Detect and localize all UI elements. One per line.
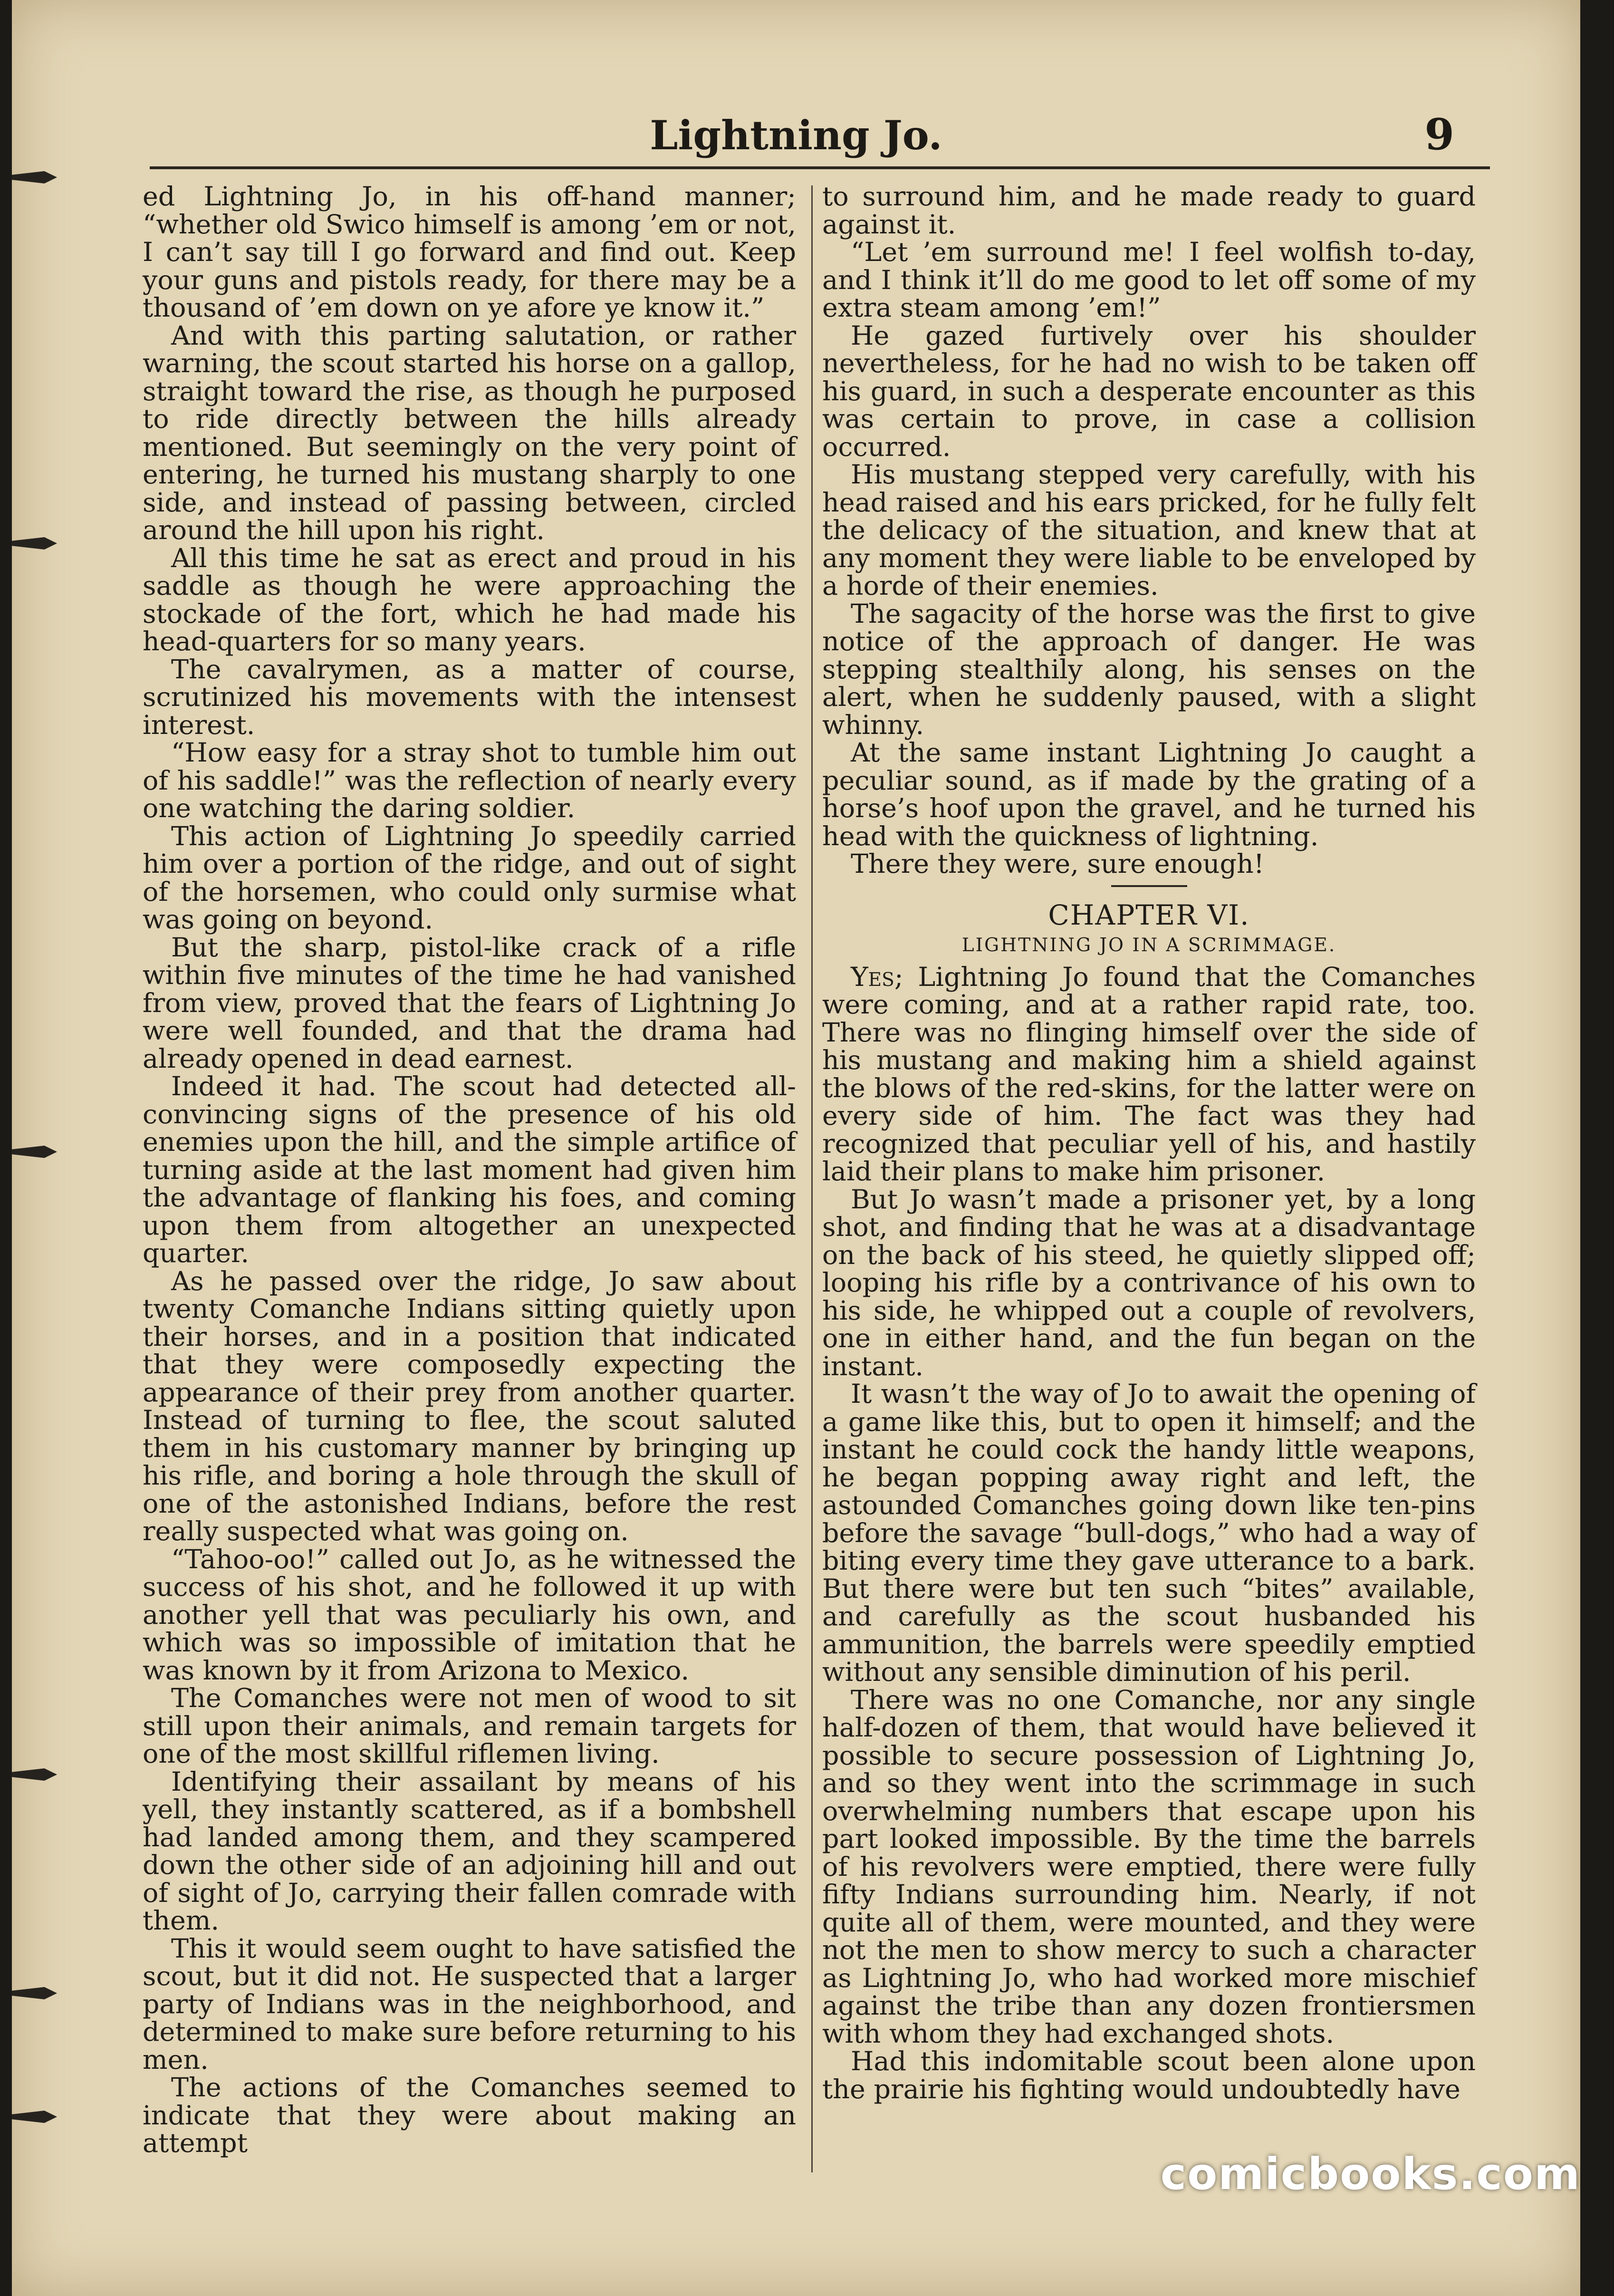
- binding-stitch: [12, 1146, 57, 1158]
- paragraph-text: The actions of the Comanches seemed to indicate that they were about making an attempt: [143, 2072, 796, 2159]
- paragraph: [822, 1380, 1476, 1687]
- chapter-title: LIGHTNING JO IN A SCRIMMAGE.: [961, 935, 1336, 956]
- header-rule: [150, 166, 1490, 169]
- paragraph-text: All this time he sat as erect and proud in his saddle as though he were approaching the stockade of the fort, which he had made his head-quarters for so many years.: [143, 542, 796, 657]
- binding-stitch: [12, 2111, 57, 2123]
- right-column-bottom: [822, 961, 1476, 2105]
- scanned-page: [12, 0, 1580, 2296]
- binding-stitch: [12, 537, 57, 550]
- right-column-top: [822, 183, 1476, 878]
- chapter-rule: [1111, 885, 1187, 887]
- paragraph-text: It wasn’t the way of Jo to await the opening of a game like this, but to open it himself; and the instant he could cock the handy little weapons, he began popping away right and left, the astounded Comanches going down like ten-pins before the savage “bull-dogs,” who had a way of biting every time they gave utterance to a bark. But there were but ten such “bites” available, and carefully as the scout husbanded his ammunition, the barrels were speedily emptied without any sensible diminution of his peril.: [822, 1379, 1476, 1688]
- paragraph: [822, 739, 1476, 850]
- paragraph-text: This it would seem ought to have satisfied the scout, but it did not. He suspected that a larger party of Indians was in the neighborhood, and determined to make sure before returning to his men.: [143, 1933, 796, 2075]
- page-header: [12, 107, 1580, 164]
- paragraph: [822, 1684, 1476, 2049]
- paragraph-text: Had this indomitable scout been alone upon the prairie his fighting would undoubtedly have: [822, 2046, 1476, 2105]
- paragraph-text: There was no one Comanche, nor any single half-dozen of them, that would have believed it possible to secure possession of Lightning Jo, and so they went into the scrimmage in such overwhelming numbers that escape upon his part looked impossible. By the time the barrels of his revolvers were emptied, there were fully fifty Indians surrounding him. Nearly, if not quite all of them, were mounted, and they were not the men to show mercy to such a character as Lightning Jo, who had worked more mischief against the tribe than any dozen frontiersmen with whom they had exchanged shots.: [822, 1684, 1476, 2049]
- paragraph-text: to surround him, and he made ready to guard against it.: [822, 181, 1476, 240]
- left-column: [143, 183, 796, 2158]
- paragraph: [822, 600, 1476, 740]
- paragraph-text: There they were, sure enough!: [851, 849, 1265, 879]
- paragraph: [822, 1186, 1476, 1381]
- paragraph: [143, 1768, 796, 1935]
- paragraph-text: As he passed over the ridge, Jo saw about twenty Comanche Indians sitting quietly upon their horses, and in a position that indicated that they were composedly expecting the appearance of their prey from another quarter. Instead of turning to flee, the scout saluted them in his customary manner by bringing up his rifle, and boring a hole through the skull of one of the astonished Indians, before the rest really suspected what was going on.: [143, 1265, 796, 1547]
- paragraph-text: He gazed furtively over his shoulder nevertheless, for he had no wish to be taken off his guard, in such a desperate encounter as this was certain to prove, in case a collision occurred.: [822, 320, 1476, 463]
- paragraph: [822, 850, 1476, 878]
- paragraph: [822, 239, 1476, 322]
- right-column: [822, 183, 1476, 2103]
- paragraph-text: “How easy for a stray shot to tumble him out of his saddle!” was the reflection of nearly every one watching the daring soldier.: [143, 737, 796, 824]
- paragraph-text: Identifying their assailant by means of his yell, they instantly scattered, as if a bombshell had landed among them, and they scampered down the other side of an adjoining hill and out of sight of Jo, carrying their fallen comrade with them.: [143, 1766, 796, 1936]
- paragraph-lead-word: Yes: [851, 961, 894, 993]
- paragraph-text: ed Lightning Jo, in his off-hand manner; “whether old Swico himself is among ’em or not, I can’t say till I go forward and find out. Keep your guns and pistols ready, for there may be a thousand of ’em down on ye afore ye know it.”: [143, 181, 796, 323]
- binding-stitch: [12, 1987, 57, 1999]
- paragraph: [822, 961, 1476, 1187]
- paragraph: [822, 183, 1476, 239]
- paragraph: [143, 1265, 796, 1547]
- binding-stitch: [12, 1768, 57, 1781]
- paragraph: [143, 2074, 796, 2158]
- binding-stitch: [12, 171, 57, 183]
- paragraph: [143, 1073, 796, 1268]
- paragraph-text: “Tahoo-oo!” called out Jo, as he witnessed the success of his shot, and he followed it up with another yell that was peculiarly his own, and which was so impossible of imitation that he was known by it from Arizona to Mexico.: [143, 1544, 796, 1686]
- paragraph: [822, 461, 1476, 600]
- paragraph: [143, 1546, 796, 1685]
- paragraph: [143, 820, 796, 935]
- paragraph-text: His mustang stepped very carefully, with his head raised and his ears pricked, for he fully felt the delicacy of the situation, and knew that at any moment they were liable to be enveloped by a horde of their enemies.: [822, 459, 1476, 601]
- paragraph-text: The Comanches were not men of wood to sit still upon their animals, and remain targets for one of the most skillful riflemen living.: [143, 1683, 796, 1769]
- paragraph-text: “Let ’em surround me! I feel wolfish to-day, and I think it’ll do me good to let off some of my extra steam among ’em!”: [822, 237, 1476, 323]
- paragraph-text: The cavalrymen, as a matter of course, scrutinized his movements with the intensest interest.: [143, 654, 796, 741]
- paragraph: [822, 2048, 1476, 2103]
- paragraph-text: And with this parting salutation, or rather warning, the scout started his horse on a gallop, straight toward the rise, as though he purposed to ride directly between the hills already mentioned. But seemingly on the very point of entering, he turned his mustang sharply to one side, and instead of passing between, circled around the hill upon his right.: [143, 320, 796, 546]
- paragraph: [143, 739, 796, 823]
- paragraph: [143, 656, 796, 740]
- paragraph: [143, 934, 796, 1073]
- paragraph-text: The sagacity of the horse was the first to give notice of the approach of danger. He was stepping stealthily along, his senses on the alert, when he suddenly paused, with a slight whinny.: [822, 598, 1476, 741]
- paragraph-text: Indeed it had. The scout had detected all-convincing signs of the presence of his old enemies upon the hill, and the simple artifice of turning aside at the last moment had given him the advantage of flanking his foes, and coming upon them from altogether an unexpected quarter.: [143, 1071, 796, 1269]
- watermark-text: comicbooks.com: [1160, 2149, 1581, 2200]
- paragraph-text: But Jo wasn’t made a prisoner yet, by a long shot, and finding that he was at a disadvantage on the back of his steed, he quietly slipped off; looping his rifle by a contrivance of his own to his side, he whipped out a couple of revolvers, one in either hand, and the fun began on the instant.: [822, 1184, 1476, 1382]
- page-number: 9: [1424, 109, 1454, 160]
- running-head: Lightning Jo.: [650, 112, 942, 159]
- paragraph: [143, 1685, 796, 1768]
- chapter-heading: CHAPTER VI.: [1048, 898, 1250, 931]
- paragraph: [143, 542, 796, 657]
- paragraph-text: But the sharp, pistol-like crack of a rifle within five minutes of the time he had vanished from view, proved that the fears of Lightning Jo were well founded, and that the drama had already opened in dead earnest.: [143, 932, 796, 1074]
- paragraph-text: At the same instant Lightning Jo caught a peculiar sound, as if made by the grating of a horse’s hoof upon the gravel, and he turned his head with the quickness of lightning.: [822, 737, 1476, 852]
- paragraph: [143, 1935, 796, 2074]
- paragraph: [143, 322, 796, 545]
- paragraph: [143, 183, 796, 322]
- paragraph-text: This action of Lightning Jo speedily carried him over a portion of the ridge, and out of sight of the horsemen, who could only surmise what was going on beyond.: [143, 820, 796, 935]
- paragraph: [822, 322, 1476, 462]
- paragraph-text: ; Lightning Jo found that the Comanches were coming, and at a rather rapid rate, too. There was no flinging himself over the side of his mustang and making him a shield against the blows of the red-skins, for the latter were on every side of him. The fact was they had recognized that peculiar yell of his, and hastily laid their plans to make him prisoner.: [822, 961, 1476, 1187]
- column-divider: [811, 185, 813, 2172]
